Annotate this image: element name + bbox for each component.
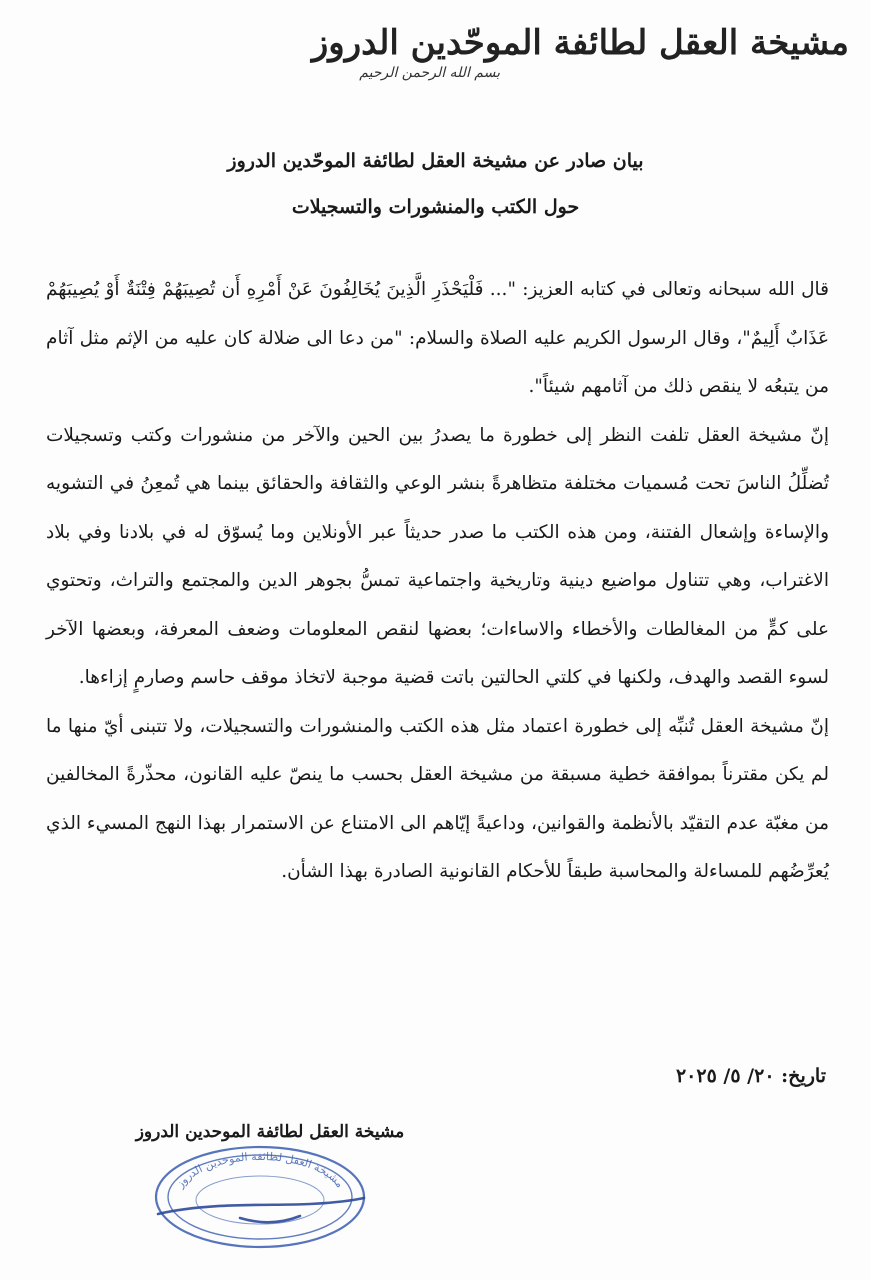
body-paragraph-1: قال الله سبحانه وتعالى في كتابه العزيز: "... فَلْيَحْذَرِ الَّذِينَ يُخَالِفُونَ عَنْ أَمْرِهِ أَن تُصِيبَهُمْ فِتْنَةٌ أَوْ يُصِيبَهُمْ عَذَابٌ أَلِيمٌ"، وقال الرسول الكريم عليه الصلاة والسلام: "من دعا الى ضلالة كان عليه من الإثم مثل آثام من يتبعُه لا ينقص ذلك من آثامهم شيئاً". — [46, 279, 829, 397]
date-line — [676, 1056, 826, 1096]
signature-stroke — [158, 1198, 364, 1222]
title-line-2: حول الكتب والمنشورات والتسجيلات — [291, 196, 580, 218]
basmala-calligraphy: بسم الله الرحمن الرحيم — [359, 65, 500, 81]
date-value: ٢٠/ ٥/ ٢٠٢٥ — [675, 1065, 775, 1087]
statement-title — [0, 138, 871, 230]
body-paragraph-2: إنّ مشيخة العقل تلفت النظر إلى خطورة ما يصدرُ بين الحين والآخر من منشورات وكتب وتسجيلات تُضلِّلُ الناسَ تحت مُسميات مختلفة متظاهرةً بنشر الوعي والثقافة والحقائق بينما هي تُمعِنُ في التشويه والإساءة وإشعال الفتنة، ومن هذه الكتب ما صدر حديثاً عبر الأونلاين وما يُسوّق له في بلادنا وفي بلاد الاغتراب، وهي تتناول مواضيع دينية وتاريخية واجتماعية تمسُّ بجوهر الدين والمجتمع والتراث، وتحتوي على كمٍّ من المغالطات والأخطاء والاساءات؛ بعضها لنقص المعلومات وضعف المعرفة، وبعضها الآخر لسوء القصد والهدف، ولكنها في كلتي الحالتين باتت قضية موجبة لاتخاذ موقف حاسم وصارمٍ إزاءها. — [46, 424, 829, 688]
title-line-1: بيان صادر عن مشيخة العقل لطائفة الموحّدين الدروز — [227, 150, 644, 172]
statement-body — [46, 266, 829, 897]
seal-core-ring — [196, 1176, 324, 1224]
signature-name: مشيخة العقل لطائفة الموحدين الدروز — [135, 1122, 405, 1142]
letterhead-calligraphy: مشيخة العقل لطائفة الموحّدين الدروز — [311, 23, 849, 63]
seal-ring-text: مشيخة العقل لطائفة الموحدين الدروز — [173, 1150, 347, 1191]
date-label: تاريخ: — [781, 1065, 826, 1087]
body-paragraph-3: إنّ مشيخة العقل تُنبِّه إلى خطورة اعتماد مثل هذه الكتب والمنشورات والتسجيلات، ولا تتبنى أيّ منها ما لم يكن مقترناً بموافقة خطية مسبقة من مشيخة العقل بحسب ما ينصّ عليه القانون، محذّرةً المخالفين من مغبّة عدم التقيّد بالأنظمة والقوانين، وداعيةً إيّاهم الى الامتناع عن الاستمرار بهذا النهج المسيء الذي يُعرِّضُهم للمساءلة والمحاسبة طبقاً للأحكام القانونية الصادرة بهذا الشأن. — [46, 715, 829, 882]
official-seal-stamp — [150, 1142, 370, 1252]
